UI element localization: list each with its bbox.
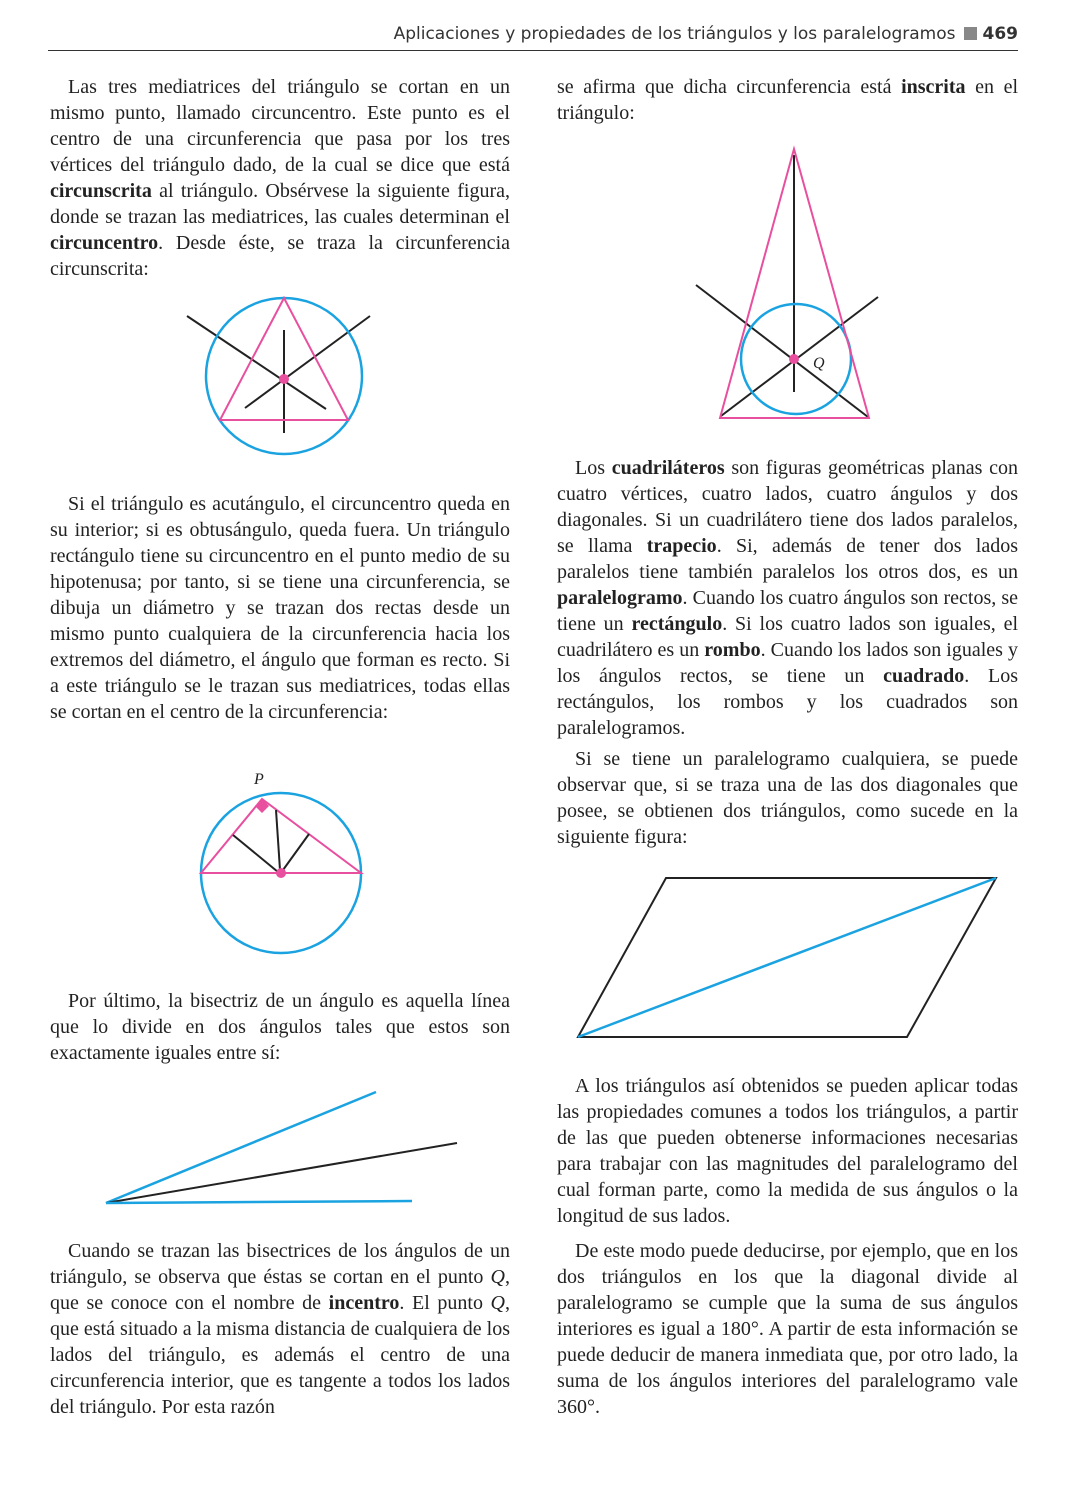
right-paragraph-2 <box>557 455 1018 741</box>
text: Si el triángulo es acutángulo, el circuncentro queda en su interior; si es obtusángulo, queda fuera. Un triángulo rectángulo tiene su circuncentro en el punto medio de su hipotenusa; por tanto, si se tiene una circunferencia, se dibuja un diámetro y se trazan dos rectas desde un mismo punto cualquiera de la circunferencia hacia los extremos del diámetro, el ángulo que forman es recto. Si a este triángulo se le trazan sus mediatrices, todas ellas se cortan en el centro de la circunferencia: <box>50 493 510 723</box>
diagonal <box>578 878 996 1037</box>
figure-angle-bisector <box>100 1085 465 1210</box>
text: al triángulo. Obsérvese la siguiente figura, donde se trazan las mediatrices, las cuales determinan el <box>50 180 510 228</box>
term-circuncentro: circuncentro <box>50 232 159 254</box>
term-rectangulo: rectángulo <box>631 613 723 635</box>
term-inscrita: inscrita <box>901 76 966 98</box>
left-paragraph-2 <box>50 491 510 725</box>
right-triangle <box>201 799 361 873</box>
figure-right-triangle-circle <box>195 765 365 955</box>
text: . Cuando los lados son iguales y los ángulos rectos, se tiene un <box>557 639 1018 687</box>
right-paragraph-5 <box>557 1238 1018 1420</box>
text: . El punto <box>399 1292 491 1314</box>
point-q-label: Q <box>813 355 825 372</box>
left-paragraph-1 <box>50 74 510 282</box>
header-text <box>394 24 1018 44</box>
term-incentro: incentro <box>328 1292 400 1314</box>
perpendicular-bisector-right <box>245 316 370 408</box>
term-cuadrilateros: cuadriláteros <box>611 457 725 479</box>
header-title: Aplicaciones y propiedades de los triángulos y los paralelogramos <box>393 24 956 44</box>
angle-ray-lower <box>106 1201 412 1203</box>
point-q: Q <box>490 1292 505 1314</box>
left-paragraph-4 <box>50 1238 510 1420</box>
figure-inscribed-circle <box>690 145 885 425</box>
text: , que se conoce con el nombre de <box>50 1266 510 1314</box>
text: De este modo puede deducirse, por ejemplo, que en los dos triángulos en los que la diagonal divide al paralelogramo se cumple que la suma de sus ángulos interiores es igual a 180°. A partir de esta información se puede deducir de manera inmediata que, por otro lado, la suma de los ángulos interiores del paralelogramo vale 360°. <box>557 1240 1018 1418</box>
hypotenuse-midpoint <box>276 868 286 878</box>
right-paragraph-4 <box>557 1073 1018 1229</box>
right-paragraph-1 <box>557 74 1018 126</box>
right-paragraph-3 <box>557 746 1018 850</box>
text: . Los rectángulos, los rombos y los cuadrados son paralelogramos. <box>557 665 1018 739</box>
text: son figuras geométricas planas con cuatro vértices, cuatro lados, cuatro ángulos y dos diagonales. Si un cuadrilátero tiene dos lados paralelos, se llama <box>557 457 1018 557</box>
term-circunscrita: circunscrita <box>50 180 152 202</box>
text: Cuando se trazan las bisectrices de los ángulos de un triángulo, se observa que éstas se cortan en el punto <box>50 1240 510 1288</box>
term-trapecio: trapecio <box>646 535 717 557</box>
right-angle-marker <box>255 799 269 813</box>
term-paralelogramo: paralelogramo <box>557 587 683 609</box>
left-paragraph-3 <box>50 988 510 1066</box>
page-header <box>48 24 1018 51</box>
term-rombo: rombo <box>704 639 761 661</box>
text: A los triángulos así obtenidos se pueden aplicar todas las propiedades comunes a todos los triángulos, a partir de las que pueden obtenerse informaciones necesarias para trabajar con las magnitudes del paralelogramo del cual forman parte, como la medida de sus ángulos o la longitud de sus lados. <box>557 1075 1018 1227</box>
point-p-label: P <box>254 771 264 788</box>
text: , que está situado a la misma distancia de cualquiera de los lados del triángulo, es además el centro de una circunferencia interior, que es tangente a todos los lados del triángulo. Por esta razón <box>50 1292 510 1418</box>
text: Los <box>575 457 612 479</box>
incenter-point <box>789 354 799 364</box>
term-cuadrado: cuadrado <box>883 665 965 687</box>
bisector-right <box>283 834 309 870</box>
text: . Cuando los cuatro ángulos son rectos, se tiene un <box>557 587 1018 635</box>
circumcenter-point <box>279 374 289 384</box>
bisector-left <box>233 835 278 872</box>
text: . Desde éste, se traza la circunferencia circunscrita: <box>50 232 510 280</box>
text: se afirma que dicha circunferencia está <box>557 76 902 98</box>
text: en el triángulo: <box>557 76 1019 124</box>
text: Las tres mediatrices del triángulo se cortan en un mismo punto, llamado circuncentro. Este punto es el centro de una circunferencia que pasa por los tres vértices del triángulo dado, de la cual se dice que está <box>50 76 510 176</box>
figure-parallelogram <box>570 870 1005 1045</box>
figure-circumscribed-circle <box>180 295 380 465</box>
page-number: 469 <box>982 24 1018 44</box>
text: . Si, además de tener dos lados paralelos tiene también paralelos los otros dos, es un <box>557 535 1019 583</box>
text: Si se tiene un paralelogramo cualquiera, se puede observar que, si se traza una de las dos diagonales que posee, se obtienen dos triángulos, como sucede en la siguiente figura: <box>557 748 1018 848</box>
bisector-right <box>721 297 878 416</box>
text: . Si los cuatro lados son iguales, el cuadrilátero es un <box>557 613 1018 661</box>
angle-ray-upper <box>106 1092 376 1203</box>
point-q: Q <box>490 1266 505 1288</box>
bisector-mid <box>276 810 280 870</box>
bisector-line <box>106 1143 457 1203</box>
text: Por último, la bisectriz de un ángulo es aquella línea que lo divide en dos ángulos tales que estos son exactamente iguales entre sí: <box>50 990 510 1064</box>
header-square-icon <box>964 27 977 40</box>
